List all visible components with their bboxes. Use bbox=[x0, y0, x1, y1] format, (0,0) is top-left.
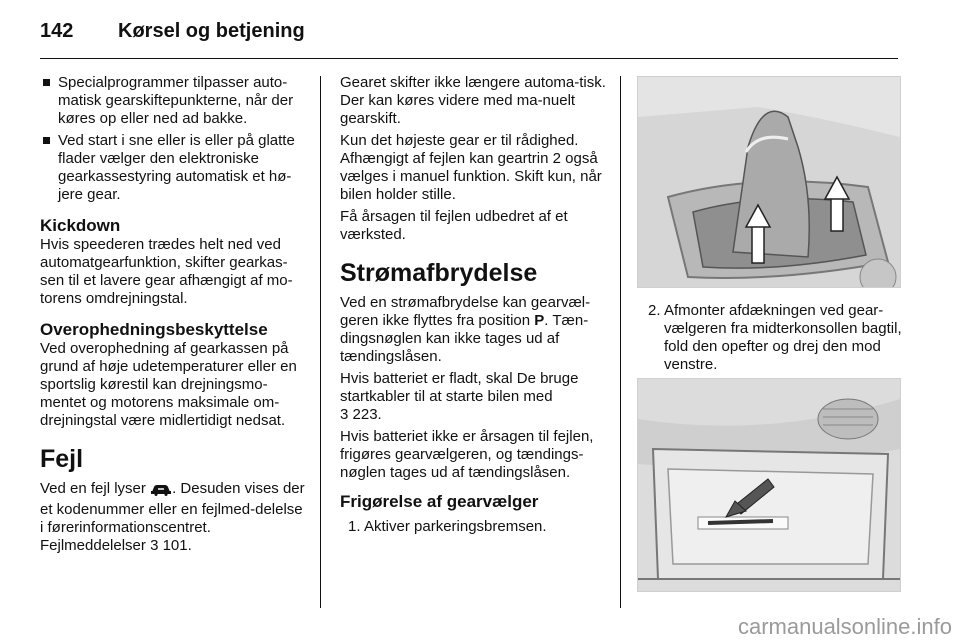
car-wrench-warning-icon bbox=[150, 482, 172, 501]
position-p: P bbox=[534, 312, 545, 329]
page-number: 142 bbox=[40, 20, 74, 42]
release-heading: Frigørelse af gearvælger bbox=[340, 492, 539, 511]
bullet-item: Ved start i sne eller is eller på glatte flader vælger den elektroniske gearkassestyring automatisk et hø-jere gear. bbox=[40, 132, 306, 204]
kickdown-heading: Kickdown bbox=[40, 216, 121, 235]
strom-heading: Strømafbrydelse bbox=[340, 259, 538, 287]
paragraph: Gearet skifter ikke længere automa-tisk. Der kan køres videre med ma-nuelt gearskift. bbox=[340, 74, 606, 127]
fejl-ref-page: 101. bbox=[162, 537, 192, 554]
page-title: Kørsel og betjening bbox=[118, 20, 305, 42]
fejl-ref-label: Fejlmeddelelser bbox=[40, 537, 146, 554]
fejl-text-a: Ved en fejl lyser bbox=[40, 480, 146, 497]
fejl-heading: Fejl bbox=[40, 445, 84, 473]
paragraph: Hvis batteriet ikke er årsagen til fejlen, frigøres gearvælgeren, og tændings-nøglen tages ud af tændingslåsen. bbox=[340, 428, 594, 481]
page-reference-icon: 3 bbox=[150, 537, 159, 554]
strom-text-b: . Tæn-dingsnøglen kan ikke tages ud af tændingslåsen. bbox=[340, 312, 589, 365]
overheat-heading: Overophedningsbeskyttelse bbox=[40, 320, 268, 339]
watermark: carmanualsonline.info bbox=[737, 614, 952, 639]
bullet-item: Specialprogrammer tilpasser auto-matisk gearskiftepunkterne, når der køres op eller ned ad bakke. bbox=[40, 74, 306, 128]
step-item bbox=[340, 518, 606, 536]
strom-paragraph bbox=[340, 294, 606, 366]
gear-selector-illustration bbox=[637, 76, 901, 288]
paragraph: Kun det højeste gear er til rådighed. Afhængigt af fejlen kan geartrin 2 også vælges i manuel funktion. Skift kun, når bilen holder stille. bbox=[340, 132, 602, 203]
column-divider-1 bbox=[320, 76, 321, 608]
column-1 bbox=[40, 74, 306, 559]
step-text: Aktiver parkeringsbremsen. bbox=[364, 518, 547, 535]
step-item bbox=[640, 302, 902, 374]
overheat-text: Ved overophedning af gearkassen på grund af høje udetemperaturer eller en sportslig kørestil kan drejningsmo-mentet og motorens maksimale om-drejningstal være midlertidigt nedsat. bbox=[40, 340, 297, 429]
header-rule bbox=[40, 58, 898, 59]
kickdown-text: Hvis speederen trædes helt ned ved automatgearfunktion, skifter gearkas-sen til et lavere gear afhængigt af mo-torens omdrejningstal. bbox=[40, 236, 293, 307]
fejl-text-b: . Desuden vises der et kodenummer eller en fejlmed-delelse i førerinformationscentret. bbox=[40, 480, 305, 536]
paragraph: Få årsagen til fejlen udbedret af et værksted. bbox=[340, 208, 568, 243]
console-cover-illustration bbox=[637, 378, 901, 592]
fejl-paragraph bbox=[40, 480, 306, 555]
page-reference-icon: 3 bbox=[340, 406, 349, 423]
battery-ref-page: 223. bbox=[352, 406, 382, 423]
page-header bbox=[40, 20, 305, 43]
column-divider-2 bbox=[620, 76, 621, 608]
strom-text-a: Ved en strømafbrydelse kan gearvæl-geren ikke flyttes fra position bbox=[340, 294, 591, 329]
column-3 bbox=[640, 302, 902, 378]
step-text: Afmonter afdækningen ved gear-vælgeren fra midterkonsollen bagtil, fold den opefter og drej den mod venstre. bbox=[664, 302, 902, 373]
column-2 bbox=[340, 74, 606, 540]
battery-paragraph bbox=[340, 370, 606, 424]
step-number: 2. bbox=[648, 302, 661, 319]
battery-text: Hvis batteriet er fladt, skal De bruge startkabler til at starte bilen med bbox=[340, 370, 579, 405]
step-number: 1. bbox=[348, 518, 361, 535]
